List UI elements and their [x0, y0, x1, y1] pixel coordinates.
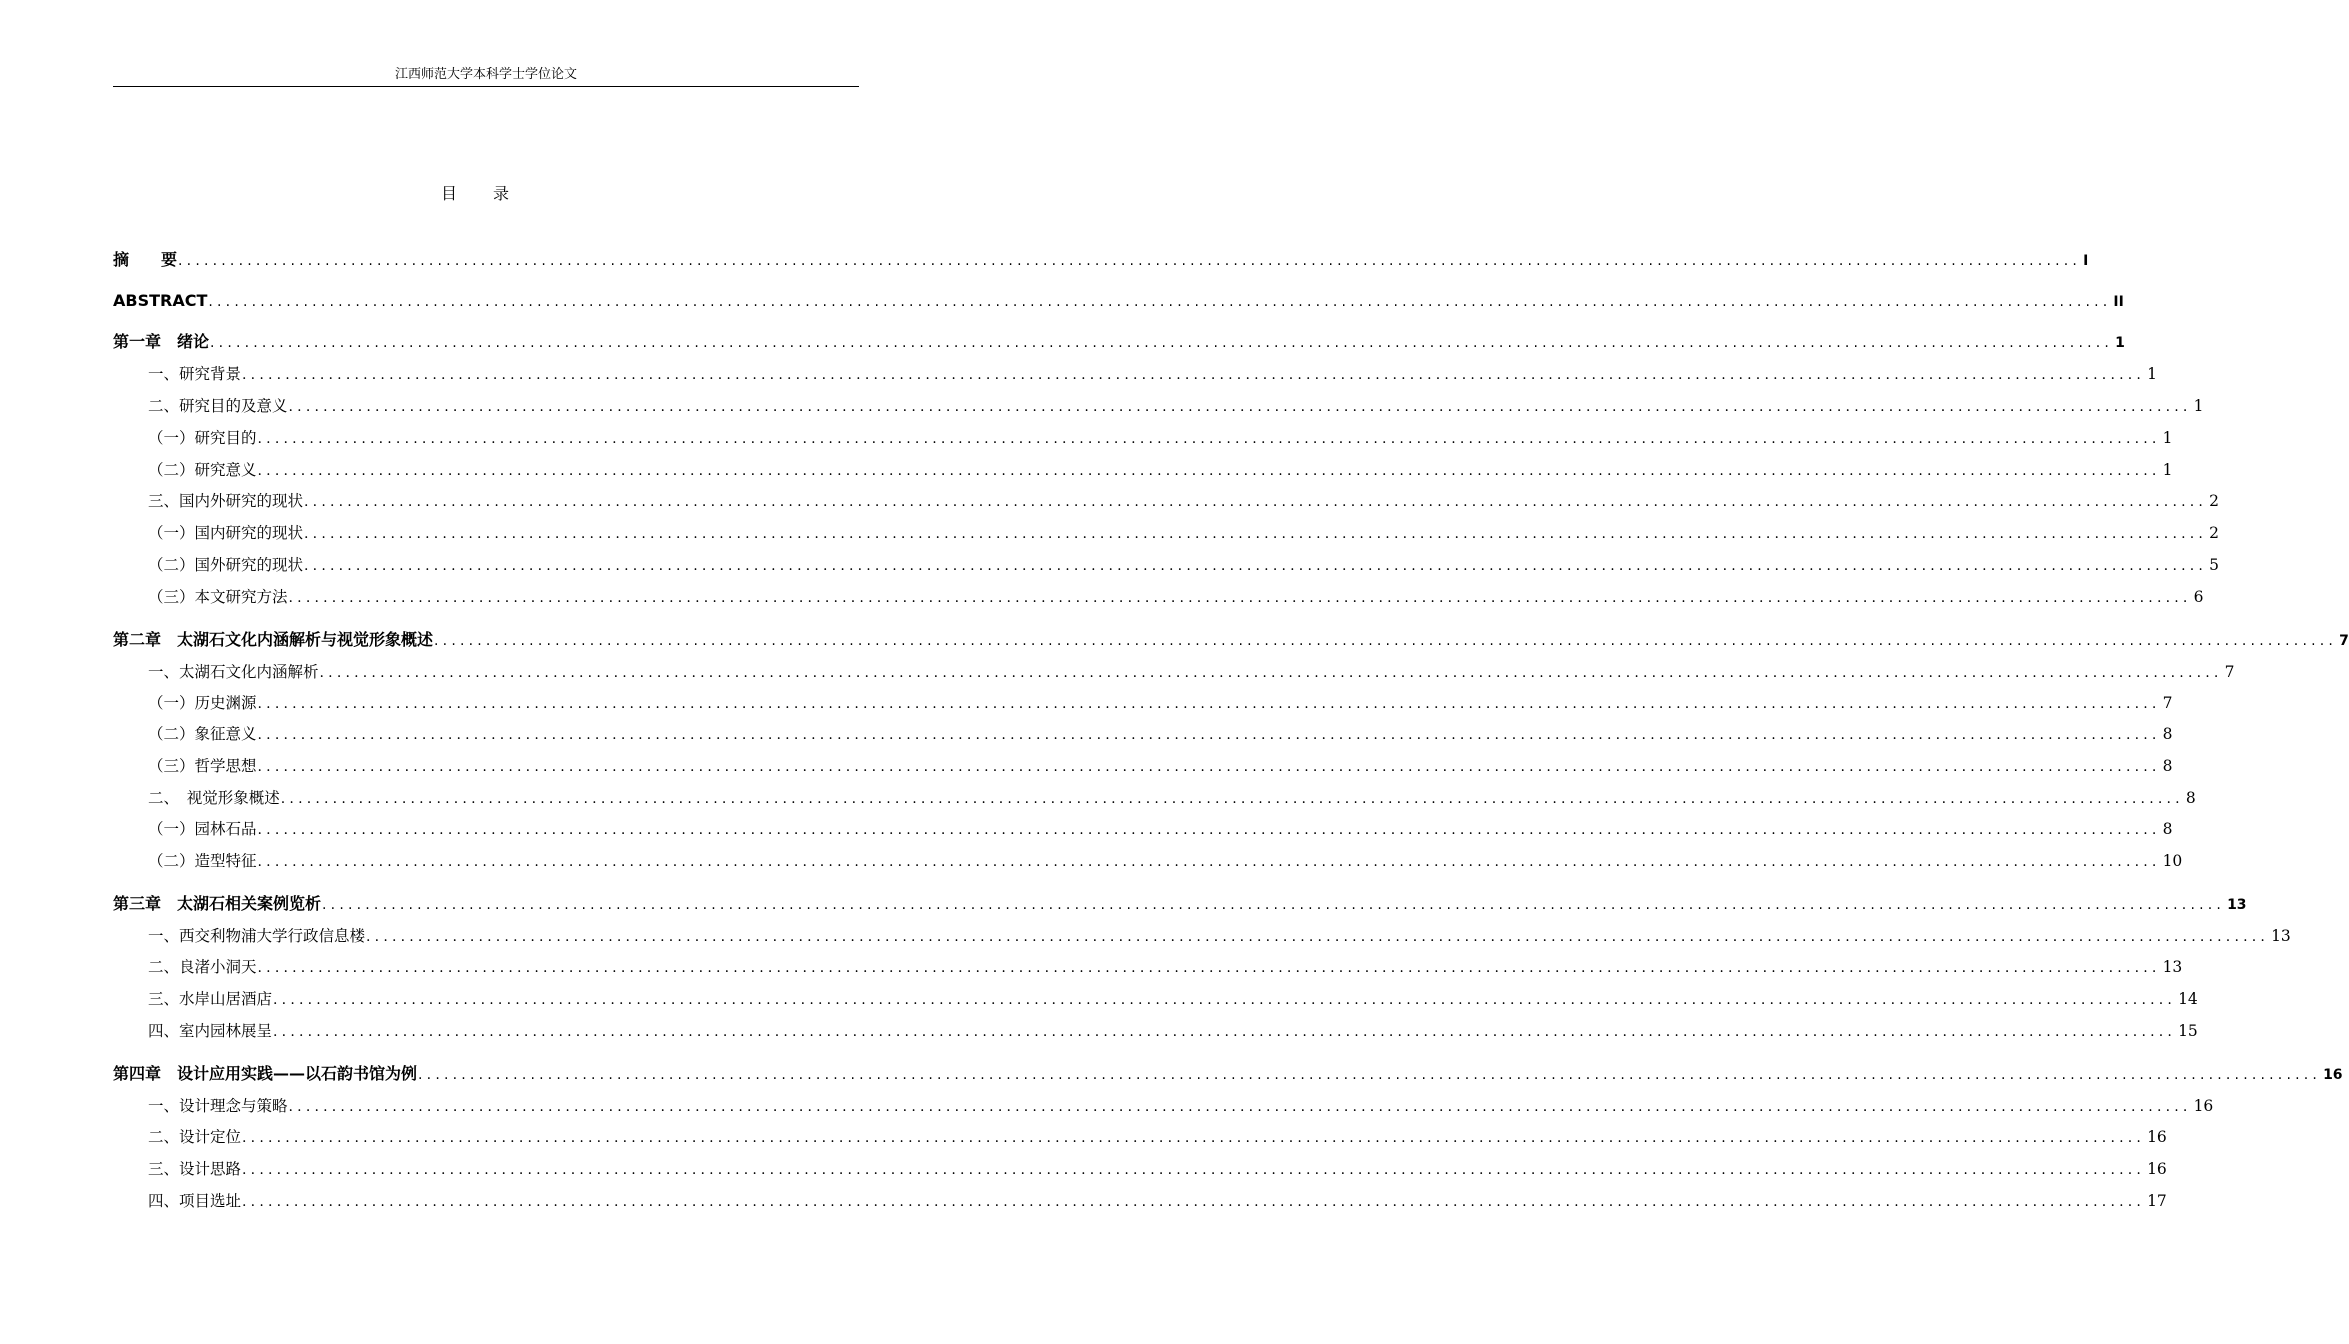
toc-entry-label: 二、研究目的及意义	[148, 397, 288, 415]
toc-entry-label: 一、设计理念与策略	[148, 1097, 288, 1115]
toc-entry-label: （二）象征意义	[148, 725, 257, 743]
toc-leader-dots: ............................................................................................................................................................................................................................	[257, 822, 2161, 838]
toc-entry-label: ABSTRACT	[113, 291, 208, 310]
toc-leader-dots: ............................................................................................................................................................................................................................	[304, 558, 2208, 574]
toc-entry[interactable]	[148, 363, 2157, 385]
toc-entry-label: 第三章 太湖石相关案例览析	[113, 894, 322, 913]
toc-entry-label: 摘 要	[113, 250, 178, 269]
toc-leader-dots: ............................................................................................................................................................................................................................	[304, 526, 2208, 542]
toc-entry-page: 8	[2185, 789, 2196, 807]
toc-entry-page: 16	[2193, 1097, 2214, 1115]
toc-leader-dots: ............................................................................................................................................................................................................................	[178, 253, 2082, 269]
toc-entry[interactable]	[148, 490, 2219, 512]
toc-entry-page: 1	[2115, 335, 2125, 351]
toc-leader-dots: ............................................................................................................................................................................................................................	[257, 696, 2161, 712]
toc-entry[interactable]	[113, 331, 2125, 353]
toc-entry-page: 13	[2227, 897, 2247, 913]
toc-entry-label: 一、西交利物浦大学行政信息楼	[148, 927, 366, 945]
toc-entry[interactable]	[113, 249, 2089, 271]
toc-entry-page: 2	[2209, 492, 2219, 510]
toc-entry-label: 二、 视觉形象概述	[148, 789, 280, 807]
toc-entry[interactable]	[113, 290, 2124, 312]
toc-leader-dots: ............................................................................................................................................................................................................................	[257, 759, 2161, 775]
toc-entry[interactable]	[148, 661, 2235, 683]
toc-entry-page: 8	[2162, 757, 2173, 775]
toc-title-right: 录	[493, 184, 510, 203]
toc-entry[interactable]	[148, 1126, 2167, 1148]
toc-entry-page: 16	[2147, 1128, 2167, 1146]
toc-entry-page: 13	[2162, 958, 2183, 976]
toc-leader-dots: ............................................................................................................................................................................................................................	[242, 1130, 2146, 1146]
toc-entry-label: 三、水岸山居酒店	[148, 990, 273, 1008]
toc-entry[interactable]	[113, 629, 2349, 651]
toc-leader-dots: ............................................................................................................................................................................................................................	[273, 1024, 2177, 1040]
page-header: 江西师范大学本科学士学位论文	[394, 67, 577, 82]
toc-entry[interactable]	[148, 1020, 2198, 1042]
toc-leader-dots: ............................................................................................................................................................................................................................	[418, 1067, 2322, 1083]
toc-entry-label: （二）国外研究的现状	[148, 556, 304, 574]
toc-entry-label: （一）园林石品	[148, 820, 257, 838]
toc-entry-page: 2	[2209, 524, 2219, 542]
toc-entry-page: 16	[2147, 1160, 2167, 1178]
toc-entry[interactable]	[148, 522, 2219, 544]
toc-leader-dots: ............................................................................................................................................................................................................................	[242, 1194, 2146, 1210]
toc-entry-page: 10	[2162, 852, 2183, 870]
toc-entry-label: （二）造型特征	[148, 852, 257, 870]
toc-leader-dots: ............................................................................................................................................................................................................................	[322, 897, 2226, 913]
toc-entry-label: 一、太湖石文化内涵解析	[148, 663, 319, 681]
toc-entry[interactable]	[148, 787, 2196, 809]
toc-entry[interactable]	[148, 956, 2183, 978]
toc-entry-page: 8	[2162, 820, 2173, 838]
toc-entry[interactable]	[148, 427, 2173, 449]
toc-entry-label: 第一章 绪论	[113, 332, 210, 351]
toc-entry-page: 17	[2147, 1192, 2167, 1210]
toc-entry[interactable]	[148, 723, 2173, 745]
toc-entry-label: （一）历史渊源	[148, 694, 257, 712]
toc-entry-label: 四、项目选址	[148, 1192, 242, 1210]
toc-leader-dots: ............................................................................................................................................................................................................................	[280, 791, 2184, 807]
toc-entry-page: 13	[2271, 927, 2291, 945]
toc-leader-dots: ............................................................................................................................................................................................................................	[319, 665, 2223, 681]
toc-entry-page: 14	[2178, 990, 2198, 1008]
toc-leader-dots: ............................................................................................................................................................................................................................	[257, 431, 2161, 447]
toc-entry[interactable]	[148, 1190, 2167, 1212]
toc-leader-dots: ............................................................................................................................................................................................................................	[366, 929, 2270, 945]
toc-leader-dots: ............................................................................................................................................................................................................................	[288, 399, 2192, 415]
toc-leader-dots: ............................................................................................................................................................................................................................	[288, 590, 2192, 606]
toc-entry[interactable]	[148, 988, 2198, 1010]
toc-entry-page: 15	[2178, 1022, 2198, 1040]
toc-leader-dots: ............................................................................................................................................................................................................................	[257, 727, 2161, 743]
toc-entry[interactable]	[148, 818, 2173, 840]
toc-entry-label: （二）研究意义	[148, 461, 257, 479]
toc-leader-dots: ............................................................................................................................................................................................................................	[242, 1162, 2146, 1178]
toc-entry-page: 1	[2193, 397, 2204, 415]
toc-entry[interactable]	[148, 850, 2183, 872]
toc-leader-dots: ............................................................................................................................................................................................................................	[242, 367, 2146, 383]
toc-leader-dots: ............................................................................................................................................................................................................................	[304, 494, 2208, 510]
toc-entry[interactable]	[148, 395, 2204, 417]
toc-entry-label: （三）本文研究方法	[148, 588, 288, 606]
toc-entry[interactable]	[148, 459, 2173, 481]
toc-entry[interactable]	[148, 692, 2173, 714]
toc-entry-label: 四、室内园林展呈	[148, 1022, 273, 1040]
toc-entry[interactable]	[148, 925, 2291, 947]
toc-entry-label: 三、设计思路	[148, 1160, 242, 1178]
toc-entry-page: 5	[2209, 556, 2219, 574]
toc-leader-dots: ............................................................................................................................................................................................................................	[434, 633, 2338, 649]
toc-entry-label: 第二章 太湖石文化内涵解析与视觉形象概述	[113, 630, 434, 649]
toc-entry-label: 二、设计定位	[148, 1128, 242, 1146]
toc-entry-page: 8	[2162, 725, 2173, 743]
toc-entry[interactable]	[148, 554, 2219, 576]
toc-entry[interactable]	[148, 1095, 2214, 1117]
toc-entry-page: 1	[2162, 461, 2173, 479]
toc-entry-label: （三）哲学思想	[148, 757, 257, 775]
toc-entry-label: （一）国内研究的现状	[148, 524, 304, 542]
toc-entry-page: II	[2113, 294, 2124, 310]
toc-title-left: 目	[440, 184, 457, 203]
toc-leader-dots: ............................................................................................................................................................................................................................	[208, 294, 2112, 310]
toc-entry-label: （一）研究目的	[148, 429, 257, 447]
toc-entry[interactable]	[148, 586, 2204, 608]
toc-entry[interactable]	[113, 1063, 2343, 1085]
toc-leader-dots: ............................................................................................................................................................................................................................	[273, 992, 2177, 1008]
toc-entry[interactable]	[113, 893, 2247, 915]
toc-entry-page: 6	[2193, 588, 2204, 606]
toc-entry-label: 一、研究背景	[148, 365, 242, 383]
toc-leader-dots: ............................................................................................................................................................................................................................	[257, 960, 2161, 976]
toc-entry-page: 7	[2224, 663, 2235, 681]
toc-entry-page: 1	[2162, 429, 2173, 447]
toc-entry-page: I	[2083, 253, 2089, 269]
toc-entry-page: 16	[2323, 1067, 2343, 1083]
toc-leader-dots: ............................................................................................................................................................................................................................	[257, 854, 2161, 870]
toc-leader-dots: ............................................................................................................................................................................................................................	[288, 1099, 2192, 1115]
toc-entry-page: 7	[2339, 633, 2349, 649]
toc-entry[interactable]	[148, 1158, 2167, 1180]
toc-entry-page: 7	[2162, 694, 2173, 712]
toc-entry-label: 二、良渚小洞天	[148, 958, 257, 976]
toc-entry-label: 三、国内外研究的现状	[148, 492, 304, 510]
toc-entry-label: 第四章 设计应用实践——以石韵书馆为例	[113, 1064, 418, 1083]
toc-leader-dots: ............................................................................................................................................................................................................................	[210, 335, 2114, 351]
toc-entry-page: 1	[2147, 365, 2157, 383]
toc-leader-dots: ............................................................................................................................................................................................................................	[257, 463, 2161, 479]
toc-entry[interactable]	[148, 755, 2173, 777]
